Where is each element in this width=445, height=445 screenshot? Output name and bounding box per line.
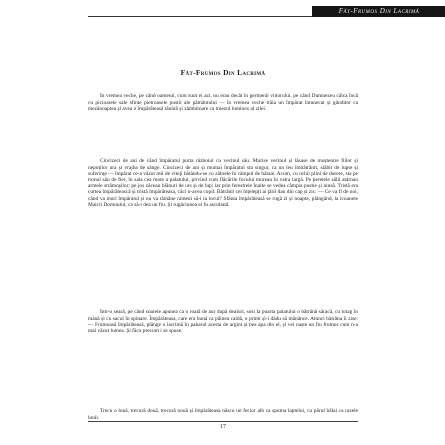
paragraph-3: Într-o seară, pe când soarele apunea ca o roată de aur după dealuri, sosi la poarta palatului o bătrână săracă, cu toiag în mână și cu sacul în spinare. Împărăteasa, care era bună ca pâinea caldă, o primi și-i dădu să mănânce. Atunci bătrâna îi zise: — Frumoasă împărăteasă, plânge o lacrimă în paharul acesta de argint și bea apa din el, și vei naște un fiu frumos cum n-a mai văzut lumea. Și făcu precum i se spuse. xyxy=(88,309,358,334)
header-rule xyxy=(88,16,312,17)
footer-rule xyxy=(88,421,358,422)
chapter-title: Făt-Frumos Din Lacrimă xyxy=(180,68,266,77)
paragraph-4: Trecu o lună, trecură două, trecură nouă și împărăteasa născu un fecior alb ca spuma laptelui, cu părul bălai ca razele lunii. xyxy=(88,408,358,421)
paragraph-2: Cincizeci de ani de când împăratul purta războiul cu vecinul său. Murise vecinul și lăsase de moștenire fiilor și nepoților ura și vrajba de sânge. Cincizeci de ani și mumai împăratul sta singur, ca un leu îmbătrânit, slăbit de lupte și suferinţe — împărat ce-a văzut mii de viteji bătându-se cu zăbrele în câmpul de bătaie. Acum, cu ochii plini de durere, sta pe tronul său de fier, în sala cea mare a palatului, privind cum flăcările focului mureau în vatra largă. Pe peretele sălii atârnau armele strămoșilor; pe jos zăceau blănuri de urs și de lup; iar prin ferestrele înalte se vedea câmpia pustie și ninsă. Tristă era curtea împărătească și tristă împărăteasa, căci n-avea copil. Bătrânii cei înțelepți ai ţării dau din cap și zic: — Ce va fi de noi, când va muri împăratul și nu va rămâne nimeni să-i ia locul? Sfânta împărăteasă se rugă zi și noapte, plângând, la icoanele Maicii Domnului, ca să-i dea un fiu. Și rugăciunea ei fu ascultată. xyxy=(88,158,358,208)
page-number: 17 xyxy=(220,424,226,430)
paragraph-1: În vremea veche, pe când oamenii, cum sunt ei azi, nu erau decât în germenii viitorului, pe când Dumnezeu călca încă cu picioarele sale sfinte pietroasele pustii ale pământului — în vremea veche trăia un împărat întunecat și gânditor ca mezănoaptea și avea o împărăteasă tânără și zâmbitoare ca miezul luminos al zilei. xyxy=(88,93,358,112)
running-head: Făt-Frumos Din Lacrimă xyxy=(338,7,420,15)
